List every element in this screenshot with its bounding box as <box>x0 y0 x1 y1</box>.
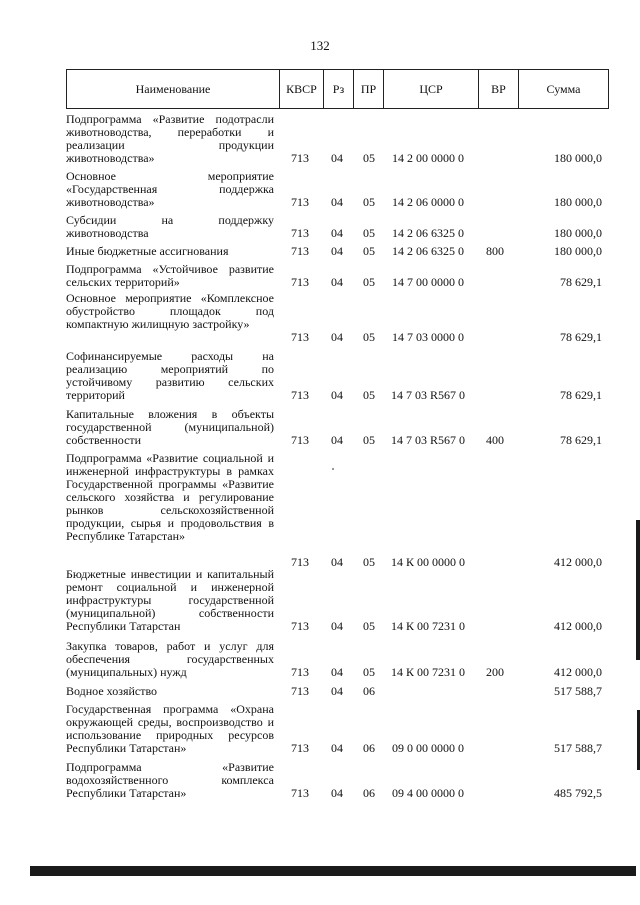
row-sum: 180 000,0 <box>554 244 602 258</box>
row-kvsr: 713 <box>291 684 309 698</box>
row-sum: 78 629,1 <box>560 433 602 447</box>
row-csr: 14 К 00 7231 0 <box>390 619 465 633</box>
row-pr: 06 <box>363 684 375 698</box>
table-row <box>0 245 640 258</box>
row-kvsr: 713 <box>291 244 309 258</box>
row-rz: 04 <box>331 226 343 240</box>
row-csr: 14 7 00 0000 0 <box>392 275 464 289</box>
row-sum: 412 000,0 <box>554 619 602 633</box>
scan-bottom-bar <box>30 866 636 876</box>
row-rz: 04 <box>331 275 343 289</box>
row-sum: 78 629,1 <box>560 388 602 402</box>
row-pr: 05 <box>363 555 375 569</box>
row-pr: 05 <box>363 433 375 447</box>
table-row <box>0 214 640 240</box>
row-name: Капитальные вложения в объекты государственной (муниципальной) собственности <box>66 407 274 447</box>
row-rz: 04 <box>331 665 343 679</box>
row-rz: 04 <box>331 388 343 402</box>
row-sum: 180 000,0 <box>554 151 602 165</box>
row-csr: 14 2 06 0000 0 <box>392 195 464 209</box>
row-name: Подпрограмма «Развитие водохозяйственного комплекса Республики Татарстан» <box>66 760 274 800</box>
table-row <box>0 568 640 633</box>
row-csr: 14 2 00 0000 0 <box>392 151 464 165</box>
row-sum: 180 000,0 <box>554 226 602 240</box>
row-kvsr: 713 <box>291 151 309 165</box>
page-number: 132 <box>310 38 330 53</box>
row-csr: 09 4 00 0000 0 <box>392 786 464 800</box>
row-pr: 05 <box>363 388 375 402</box>
row-sum: 180 000,0 <box>554 195 602 209</box>
table-row <box>0 170 640 209</box>
row-pr: 06 <box>363 741 375 755</box>
table-row <box>0 292 640 344</box>
row-sum: 517 588,7 <box>554 741 602 755</box>
row-kvsr: 713 <box>291 665 309 679</box>
row-name: Государственная программа «Охрана окружающей среды, воспроизводство и использование природных ресурсов Республики Татарстан» <box>66 702 274 755</box>
row-csr: 14 2 06 6325 0 <box>392 244 464 258</box>
header-pr: ПР <box>354 70 384 109</box>
row-kvsr: 713 <box>291 388 309 402</box>
row-name: Закупка товаров, работ и услуг для обеспечения государственных (муниципальных) нужд <box>66 639 274 679</box>
row-kvsr: 713 <box>291 330 309 344</box>
header-csr: ЦСР <box>384 70 479 109</box>
row-rz: 04 <box>331 195 343 209</box>
row-kvsr: 713 <box>291 195 309 209</box>
row-rz: 04 <box>331 684 343 698</box>
row-csr: 14 7 03 R567 0 <box>390 388 465 402</box>
row-name: Основное мероприятие «Комплексное обустройство площадок под компактную жилищную застройку» <box>66 291 274 331</box>
row-kvsr: 713 <box>291 741 309 755</box>
row-pr: 05 <box>363 151 375 165</box>
row-sum: 78 629,1 <box>560 330 602 344</box>
row-name: Подпрограмма «Развитие социальной и инженерной инфраструктуры в рамках Государственной программы «Развитие сельского хозяйства и регулирование рынков сельскохозяйственной продукции, сырья и продовольствия в Республике Татарстан» <box>66 451 274 543</box>
row-sum: 78 629,1 <box>560 275 602 289</box>
row-kvsr: 713 <box>291 226 309 240</box>
row-csr: 14 2 06 6325 0 <box>392 226 464 240</box>
row-sum: 412 000,0 <box>554 555 602 569</box>
row-name: Водное хозяйство <box>66 684 158 698</box>
table-row <box>0 685 640 698</box>
row-kvsr: 713 <box>291 433 309 447</box>
row-name: Основное мероприятие «Государственная поддержка животноводства» <box>66 169 274 209</box>
row-name: Подпрограмма «Развитие подотрасли животноводства, переработки и реализации продукции животноводства» <box>66 112 274 165</box>
row-rz: 04 <box>331 433 343 447</box>
row-vr: 200 <box>486 665 504 679</box>
row-pr: 05 <box>363 244 375 258</box>
table-row <box>0 761 640 800</box>
row-name: Субсидии на поддержку животноводства <box>66 213 274 240</box>
scan-edge-mark <box>636 520 640 660</box>
row-rz: 04 <box>331 330 343 344</box>
header-rz: Рз <box>324 70 354 109</box>
row-pr: 05 <box>363 619 375 633</box>
table-row <box>0 350 640 402</box>
row-pr: 05 <box>363 275 375 289</box>
header-name: Наименование <box>67 70 280 109</box>
row-name: Иные бюджетные ассигнования <box>66 244 229 258</box>
row-sum: 485 792,5 <box>554 786 602 800</box>
row-csr: 14 К 00 0000 0 <box>390 555 465 569</box>
row-kvsr: 713 <box>291 555 309 569</box>
table-row <box>0 113 640 165</box>
row-pr: 06 <box>363 786 375 800</box>
row-kvsr: 713 <box>291 275 309 289</box>
row-csr: 14 К 00 7231 0 <box>390 665 465 679</box>
row-pr: 05 <box>363 665 375 679</box>
header-kvsr: КВСР <box>280 70 324 109</box>
row-kvsr: 713 <box>291 786 309 800</box>
row-name: Бюджетные инвестиции и капитальный ремонт социальной и инженерной инфраструктуры государственной (муниципальной) собственности Республики Татарстан <box>66 567 274 633</box>
row-name: Подпрограмма «Устойчивое развитие сельских территорий» <box>66 262 274 289</box>
row-rz: 04 <box>331 555 343 569</box>
row-sum: 517 588,7 <box>554 684 602 698</box>
row-csr: 14 7 03 R567 0 <box>390 433 465 447</box>
row-rz: 04 <box>331 619 343 633</box>
table-header <box>66 69 609 109</box>
row-rz: 04 <box>331 151 343 165</box>
header-sum: Сумма <box>519 70 609 109</box>
table-row <box>0 408 640 447</box>
table-row <box>0 703 640 755</box>
table-row <box>0 452 640 569</box>
row-pr: 05 <box>363 330 375 344</box>
row-sum: 412 000,0 <box>554 665 602 679</box>
row-csr: 14 7 03 0000 0 <box>392 330 464 344</box>
row-rz: 04 <box>331 786 343 800</box>
row-pr: 05 <box>363 195 375 209</box>
header-vr: ВР <box>479 70 519 109</box>
row-rz: 04 <box>331 741 343 755</box>
row-rz: 04 <box>331 244 343 258</box>
row-name: Софинансируемые расходы на реализацию мероприятий по устойчивому развитию сельских территорий <box>66 349 274 402</box>
row-pr: 05 <box>363 226 375 240</box>
row-vr: 800 <box>486 244 504 258</box>
row-vr: 400 <box>486 433 504 447</box>
row-kvsr: 713 <box>291 619 309 633</box>
row-csr: 09 0 00 0000 0 <box>392 741 464 755</box>
table-row <box>0 640 640 679</box>
table-row <box>0 263 640 289</box>
scan-speck <box>332 468 334 470</box>
